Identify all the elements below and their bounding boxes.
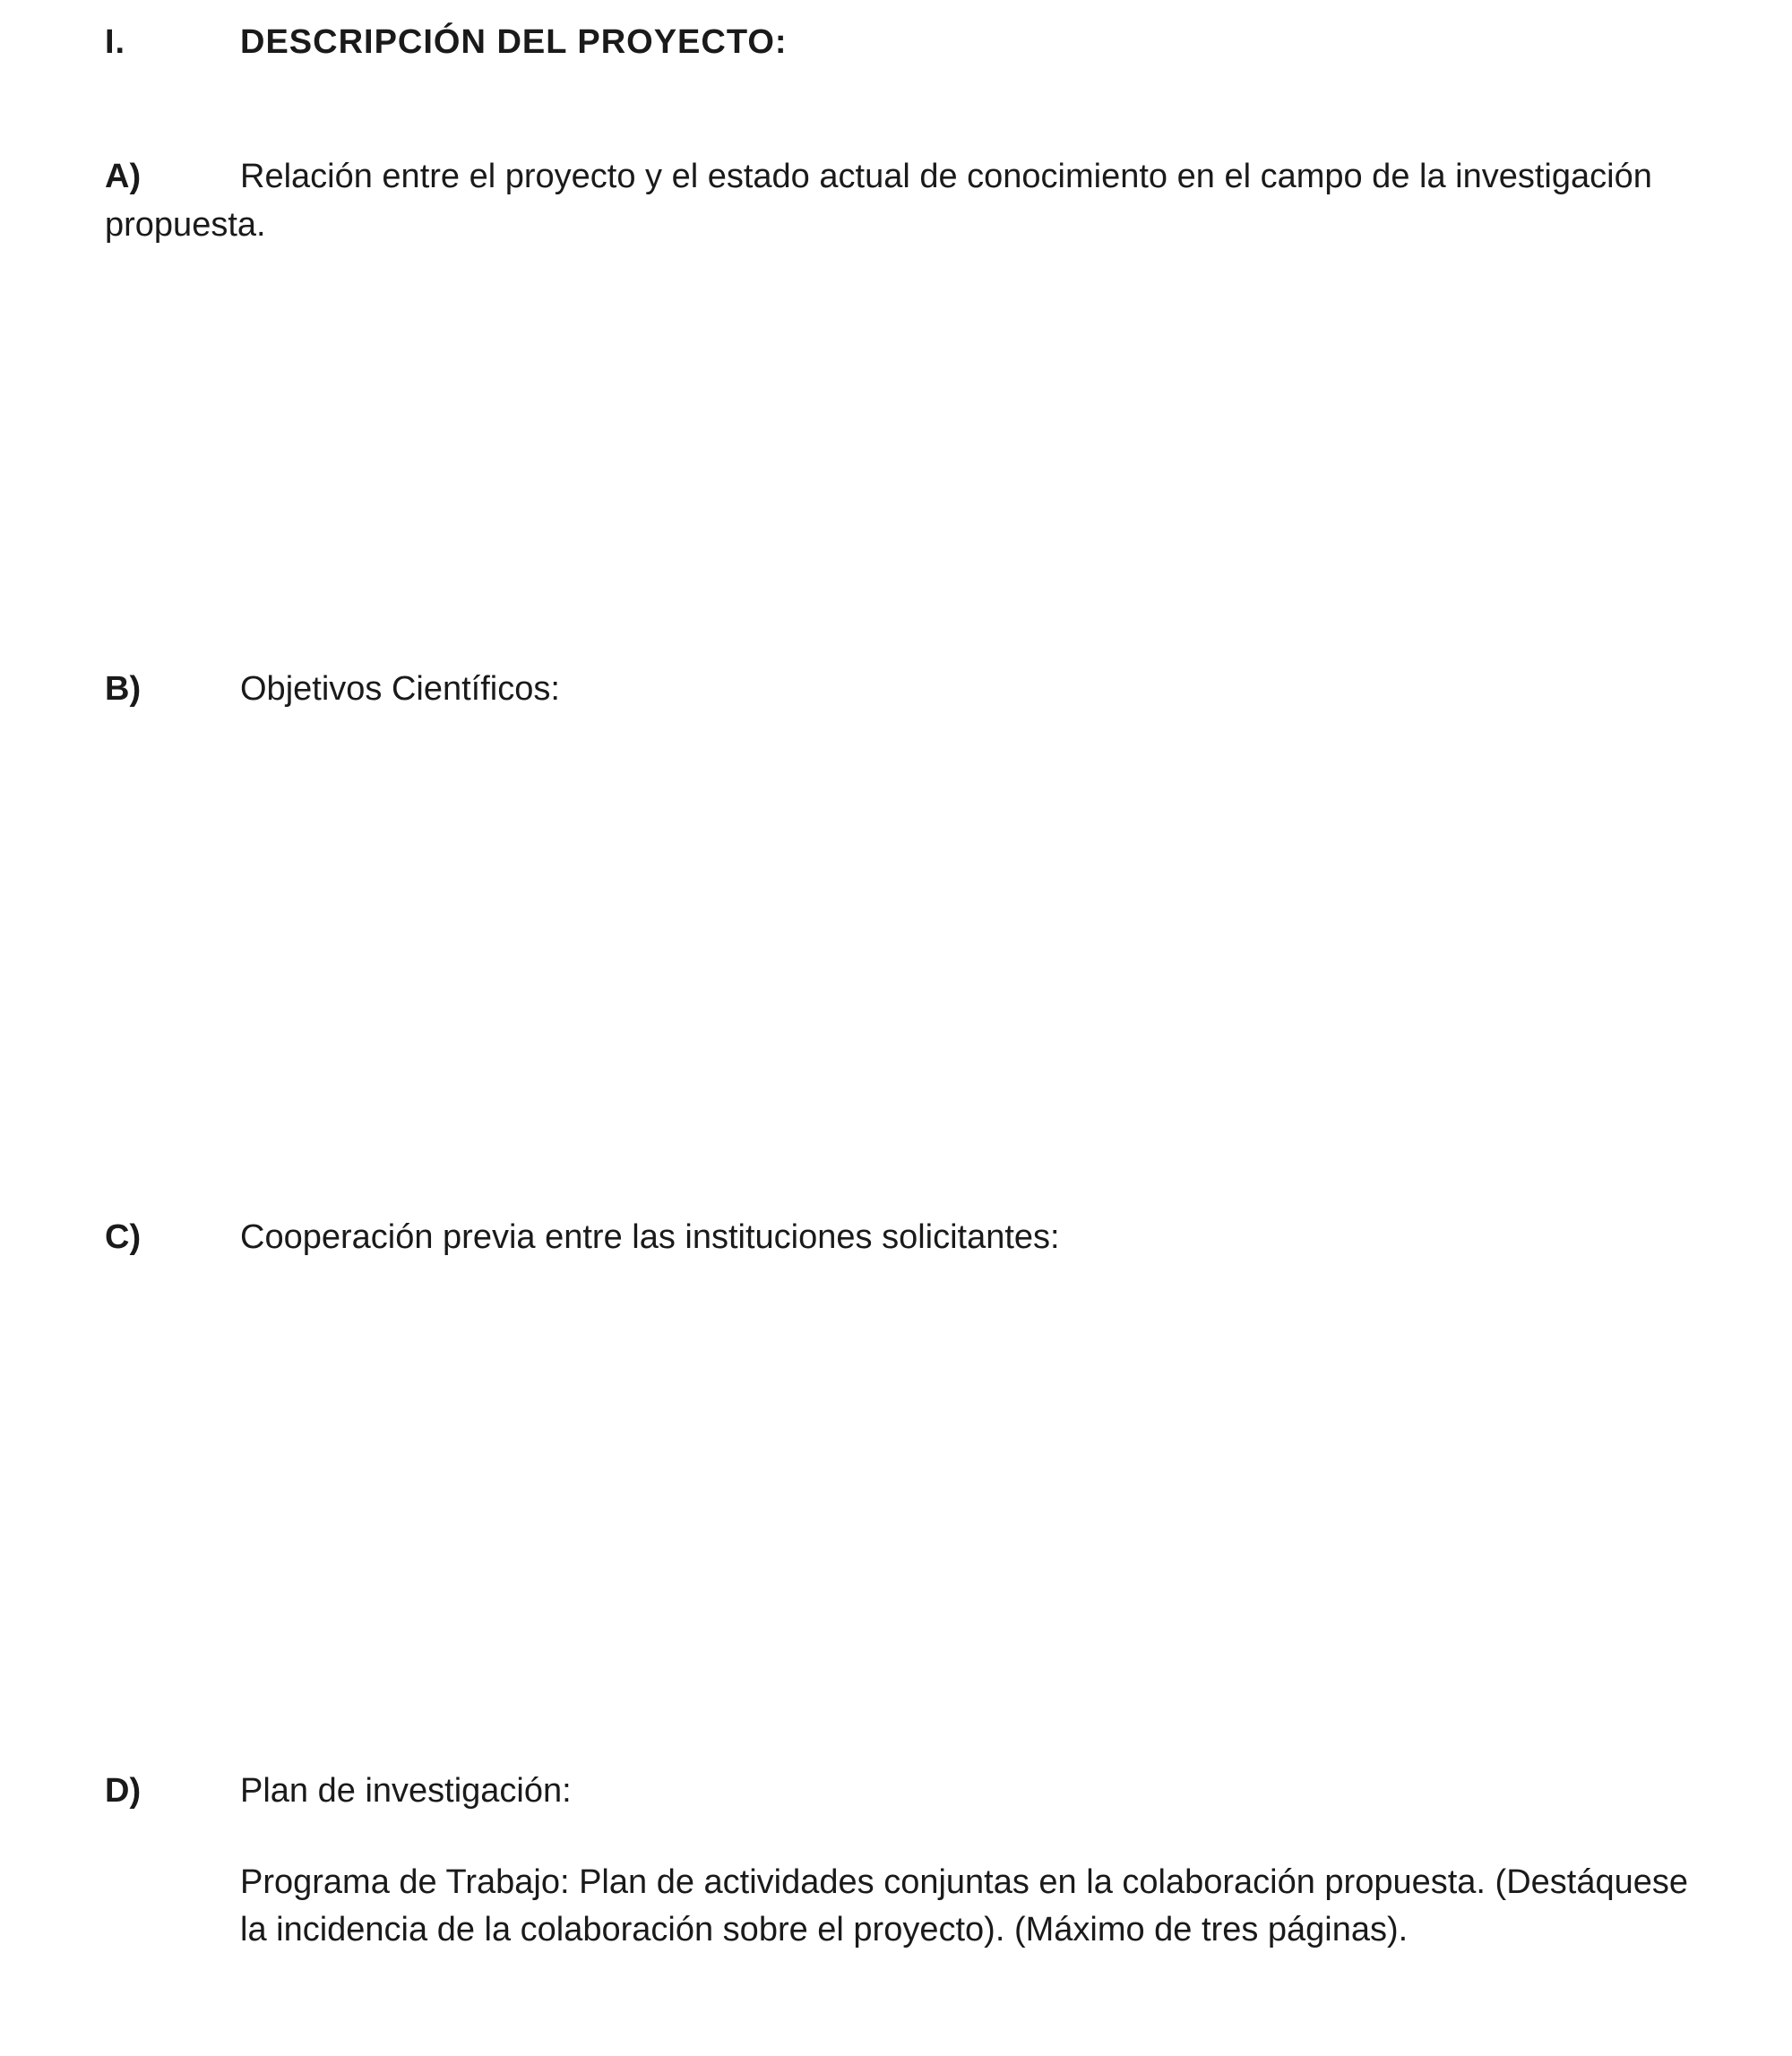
item-d-subtext-line2: la incidencia de la colaboración sobre el proyecto). (Máximo de tres páginas). [240,1911,1409,1948]
item-d-subtext-line1: Programa de Trabajo: Plan de actividades conjuntas en la colaboración propuesta. (Destáquese [240,1863,1689,1901]
item-a-text-line1: Relación entre el proyecto y el estado actual de conocimiento en el campo de la investigación [240,158,1652,195]
item-c-text: Cooperación previa entre las instituciones solicitantes: [240,1218,1060,1256]
item-d-text: Plan de investigación: [240,1772,572,1810]
section-number: I. [105,23,126,61]
item-a-marker: A) [105,158,142,195]
item-d-marker: D) [105,1772,142,1810]
item-c-marker: C) [105,1218,142,1256]
item-b-marker: B) [105,670,142,708]
item-b-text: Objetivos Científicos: [240,670,560,708]
item-a-text-line2: propuesta. [105,206,266,244]
section-title: DESCRIPCIÓN DEL PROYECTO: [240,23,788,61]
